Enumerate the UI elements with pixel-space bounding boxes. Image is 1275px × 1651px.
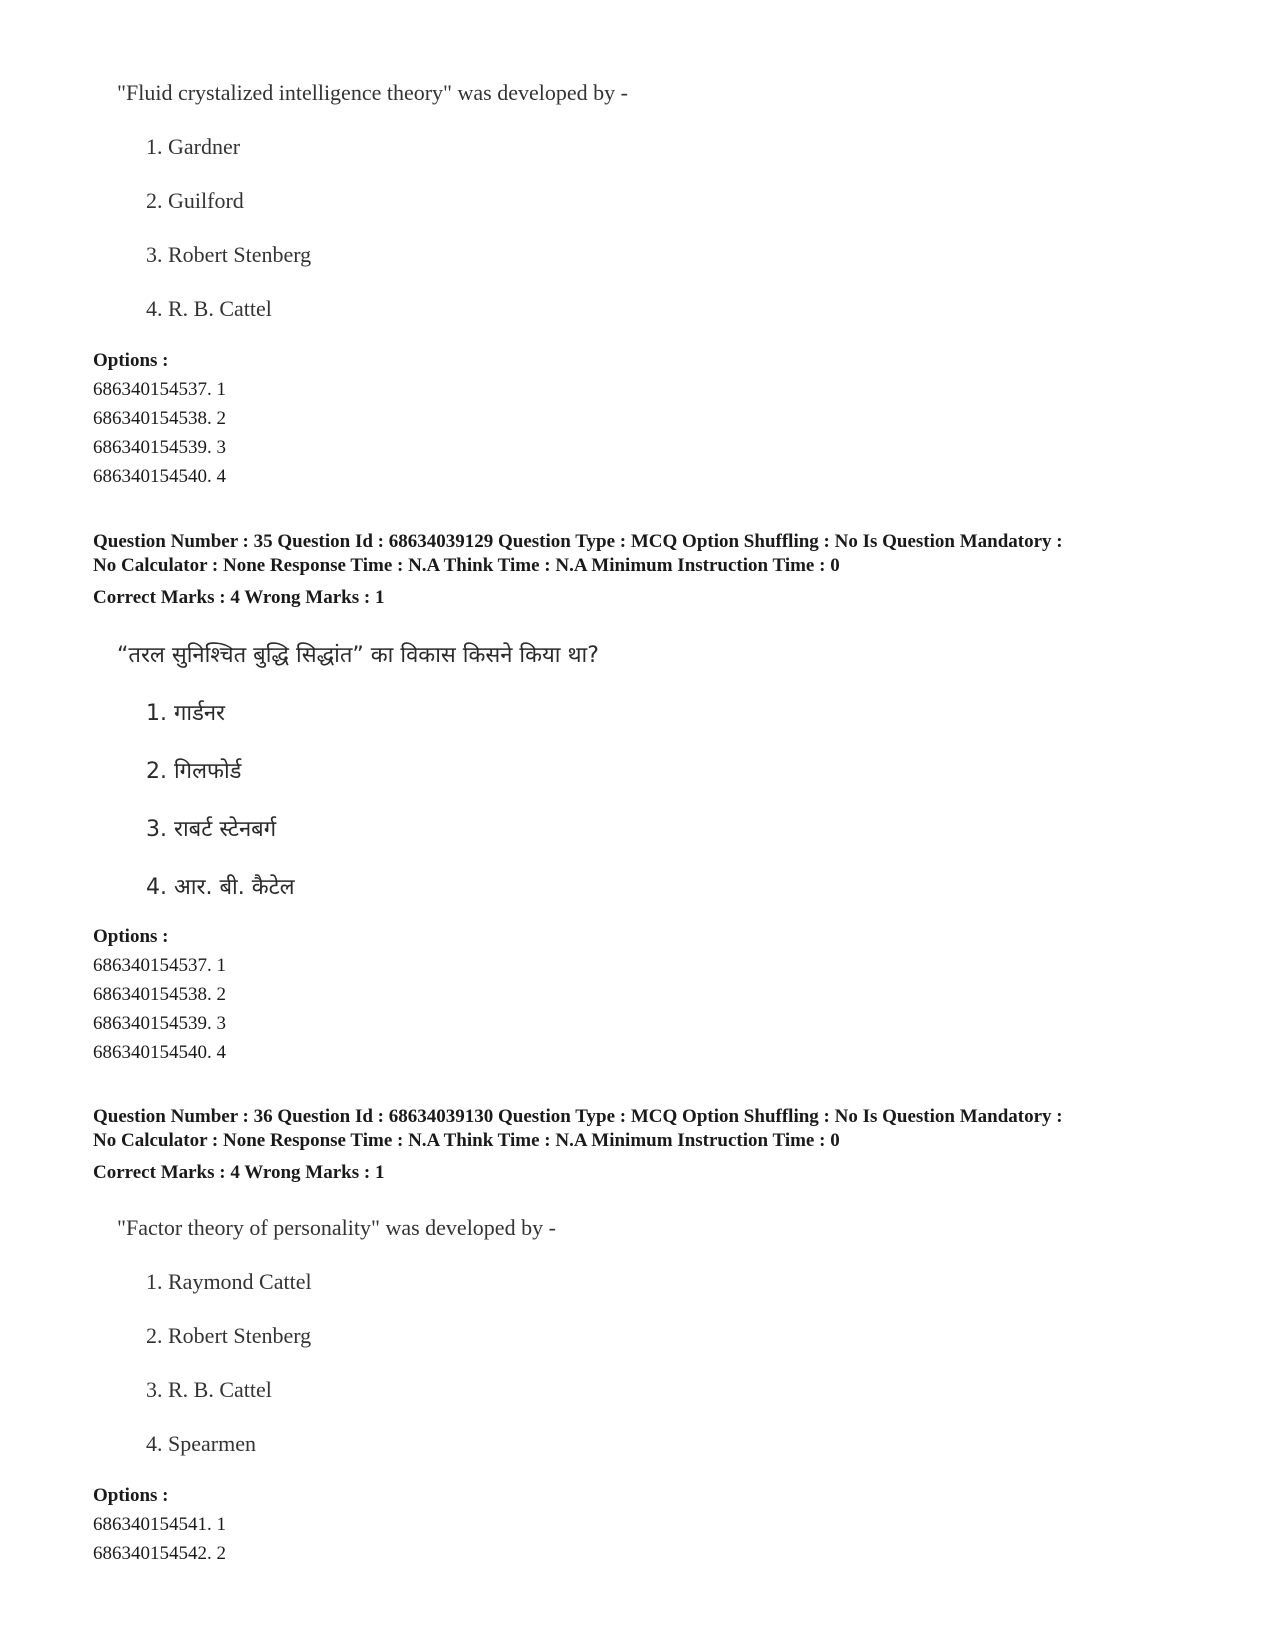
question-text: "Fluid crystalized intelligence theory" was developed by - [117,80,628,105]
option-line: 686340154537. 1 [93,379,226,400]
question-meta-line-2: No Calculator : None Response Time : N.A Think Time : N.A Minimum Instruction Time : 0 [93,555,840,576]
choice-4: 4. R. B. Cattel [146,296,272,321]
choice-1: 1. Raymond Cattel [146,1269,312,1294]
choice-1: 1. Gardner [146,134,241,159]
option-line: 686340154538. 2 [93,984,226,1005]
option-line: 686340154541. 1 [93,1514,226,1535]
options-label: Options : [93,350,169,371]
choice-3: 3. Robert Stenberg [146,242,312,267]
choice-4: 4. Spearmen [146,1431,256,1456]
option-line: 686340154540. 4 [93,1042,226,1063]
option-line: 686340154540. 4 [93,466,226,487]
question-text: "Factor theory of personality" was developed by - [117,1215,556,1240]
option-line: 686340154539. 3 [93,437,226,458]
option-line: 686340154538. 2 [93,408,226,429]
choice-2: 2. Robert Stenberg [146,1323,312,1348]
choice-2: 2. Guilford [146,188,244,213]
option-line: 686340154539. 3 [93,1013,226,1034]
options-label: Options : [93,926,169,947]
question-meta [93,1105,1213,1153]
question-meta-line-1: Question Number : 35 Question Id : 68634039129 Question Type : MCQ Option Shuffling : No Is Question Mandatory : [93,531,1063,552]
choice-2: 2. गिलफोर्ड [146,759,242,784]
choice-1: 1. गार्डनर [146,701,226,726]
marks-line: Correct Marks : 4 Wrong Marks : 1 [93,1162,385,1183]
choice-3: 3. R. B. Cattel [146,1377,272,1402]
question-meta-line-2: No Calculator : None Response Time : N.A Think Time : N.A Minimum Instruction Time : 0 [93,1130,840,1151]
option-line: 686340154542. 2 [93,1543,226,1564]
options-label: Options : [93,1485,169,1506]
question-meta [93,530,1213,578]
question-text: “तरल सुनिश्चित बुद्धि सिद्धांत” का विकास किसने किया था? [117,643,599,668]
question-meta-line-1: Question Number : 36 Question Id : 68634039130 Question Type : MCQ Option Shuffling : No Is Question Mandatory : [93,1106,1063,1127]
choice-3: 3. राबर्ट स्टेनबर्ग [146,817,277,842]
choice-4: 4. आर. बी. कैटेल [146,875,295,900]
marks-line: Correct Marks : 4 Wrong Marks : 1 [93,587,385,608]
option-line: 686340154537. 1 [93,955,226,976]
